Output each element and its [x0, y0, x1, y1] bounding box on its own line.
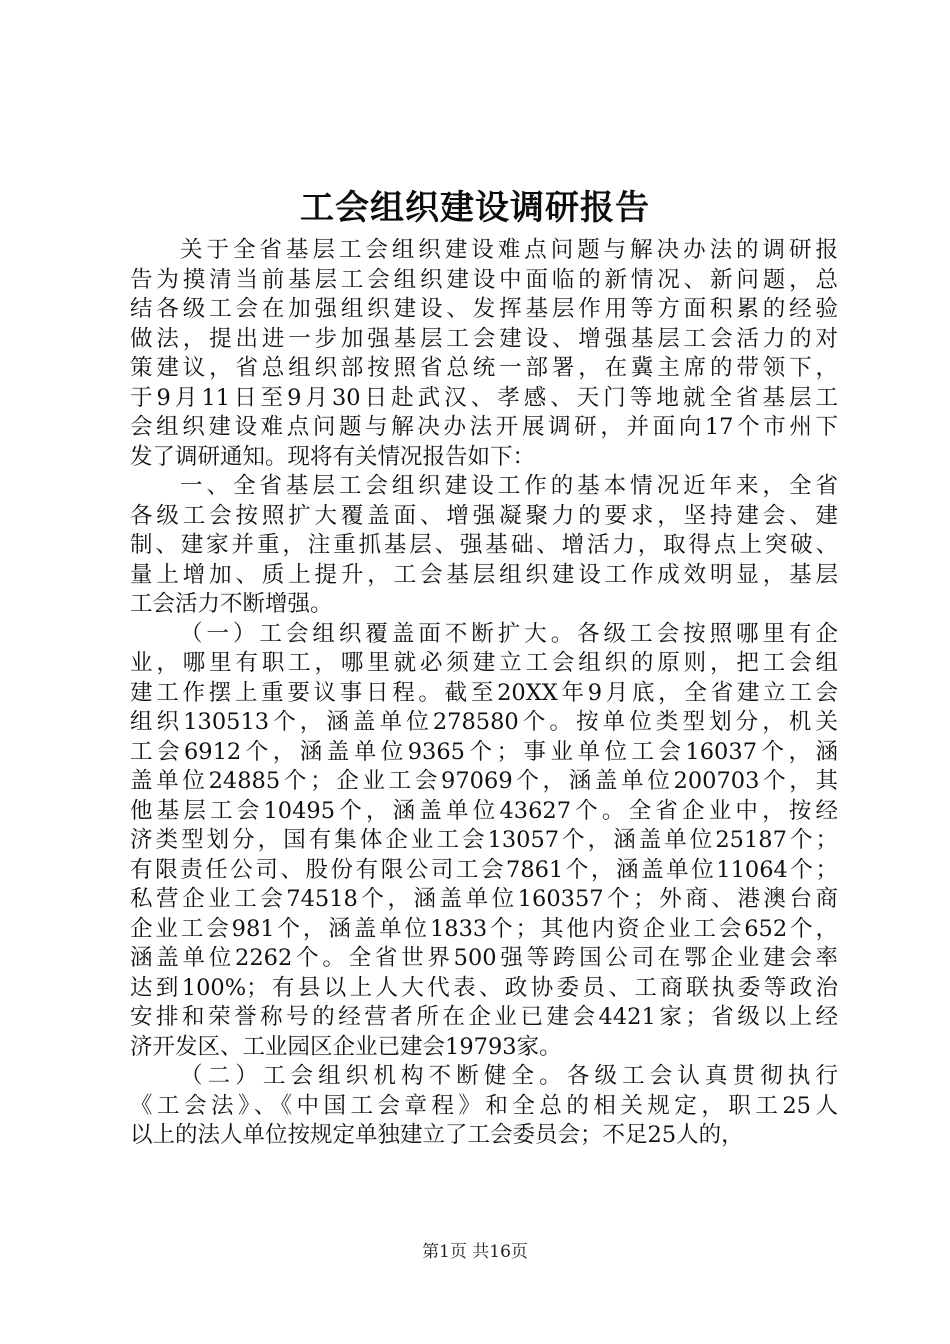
body-line: 业，哪里有职工，哪里就必须建立工会组织的原则，把工会组: [130, 650, 838, 676]
body-line: 各级工会按照扩大覆盖面、增强凝聚力的要求，坚持建会、建: [130, 502, 838, 529]
body-line: 以上的法人单位按规定单独建立了工会委员会；不足25人的，: [130, 1122, 744, 1148]
body-line: （一）工会组织覆盖面不断扩大。各级工会按照哪里有企: [180, 620, 838, 647]
body-line: （二）工会组织机构不断健全。各级工会认真贯彻执行: [180, 1063, 838, 1089]
body-line: 组织130513个，涵盖单位278580个。按单位类型划分，机关: [130, 709, 838, 735]
body-line: 制、建家并重，注重抓基层、强基础、增活力，取得点上突破、: [130, 532, 838, 558]
body-line: 会组织建设难点问题与解决办法开展调研，并面向17个市州下: [130, 414, 838, 440]
body-line: 量上增加、质上提升，工会基层组织建设工作成效明显，基层: [130, 561, 838, 588]
body-line: 济类型划分，国有集体企业工会13057个，涵盖单位25187个；: [130, 827, 838, 853]
page-footer: 第1页 共16页: [422, 1242, 528, 1262]
body-line: 一、全省基层工会组织建设工作的基本情况近年来，全省: [180, 473, 838, 499]
body-line: 济开发区、工业园区企业已建会19793家。: [130, 1033, 562, 1060]
body-line: 结各级工会在加强组织建设、发挥基层作用等方面积累的经验: [130, 296, 838, 322]
body-line: 达到100%；有县以上人大代表、政协委员、工商联执委等政治: [130, 974, 838, 1001]
body-line: 做法，提出进一步加强基层工会建设、增强基层工会活力的对: [130, 325, 838, 352]
body-line: 建工作摆上重要议事日程。截至20XX年9月底，全省建立工会: [130, 679, 838, 706]
body-line: 私营企业工会74518个，涵盖单位160357个；外商、港澳台商: [130, 886, 838, 912]
body-line: 涵盖单位2262个。全省世界500强等跨国公司在鄂企业建会率: [130, 945, 838, 971]
body-line: 于9月11日至9月30日赴武汉、孝感、天门等地就全省基层工: [130, 384, 838, 411]
body-line: 工会活力不断增强。: [130, 591, 333, 617]
document-title: 工会组织建设调研报告: [300, 188, 650, 228]
body-line: 企业工会981个，涵盖单位1833个；其他内资企业工会652个，: [130, 915, 838, 942]
body-line: 盖单位24885个；企业工会97069个，涵盖单位200703个，其: [130, 768, 838, 794]
body-line: 安排和荣誉称号的经营者所在企业已建会4421家；省级以上经: [130, 1004, 838, 1030]
body-line: 关于全省基层工会组织建设难点问题与解决办法的调研报: [180, 237, 838, 263]
body-line: 工会6912个，涵盖单位9365个；事业单位工会16037个，涵: [130, 738, 838, 765]
body-line: 有限责任公司、股份有限公司工会7861个，涵盖单位11064个；: [130, 856, 838, 883]
body-line: 《工会法》、《中国工会章程》和全总的相关规定，职工25人: [130, 1092, 838, 1119]
document-body: [130, 236, 838, 1151]
body-line: 告为摸清当前基层工会组织建设中面临的新情况、新问题，总: [130, 266, 838, 293]
body-line: 策建议，省总组织部按照省总统一部署，在冀主席的带领下，: [130, 355, 838, 381]
body-line: 他基层工会10495个，涵盖单位43627个。全省企业中，按经: [130, 797, 838, 824]
body-line: 发了调研通知。现将有关情况报告如下：: [130, 443, 536, 470]
